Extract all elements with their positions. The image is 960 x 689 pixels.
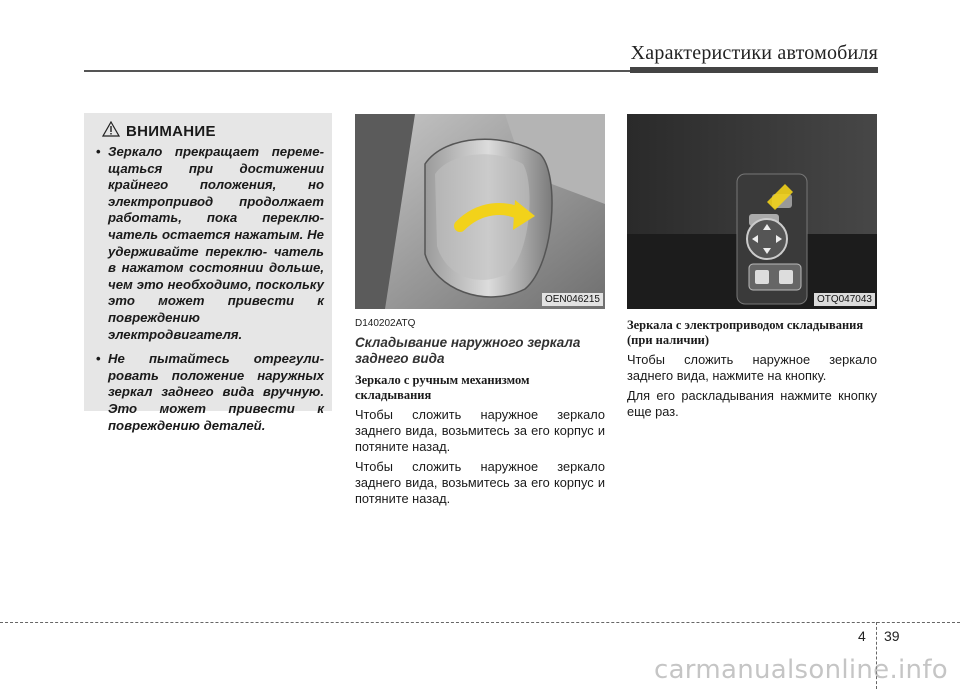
paragraph: Для его раскладывания нажмите кнопку еще раз. [627,388,877,419]
section-title: Складывание наружного зеркала заднего вида [355,335,581,366]
warning-item: • Не пытайтесь отрегули- ровать положение наружных зеркал заднего вида вручную. Это может привести к повреждению деталей. [92,351,324,434]
section-power-folding [627,318,877,424]
photo-code: OTQ047043 [814,293,875,306]
footer-rule [0,622,960,623]
door-switch-illustration [627,114,877,309]
warning-item: • Зеркало прекращает переме- щаться при достижении крайнего положения, но электропривод продолжает работать, пока переклю- чатель остается нажатым. Не удерживайте переклю- чатель в нажатом состоянии дольше, чем это необходимо, поскольку это может привести к повреждению электродвигателя. [92,144,324,343]
chapter-number: 4 [858,628,866,644]
page-header-title: Характеристики автомобиля [630,42,878,64]
warning-box [84,113,332,433]
header-rule-accent [630,67,878,73]
mirror-fold-photo [355,114,605,309]
warning-list [92,144,324,434]
watermark: carmanualsonline.info [653,655,948,685]
subheading: Зеркала с электроприводом складывания (при наличии) [627,318,864,347]
paragraph: Чтобы сложить наружное зеркало заднего вида, нажмите на кнопку. [627,352,877,383]
page-number: 39 [884,628,900,644]
paragraph: Чтобы сложить наружное зеркало заднего вида, возьмитесь за его корпус и потяните назад. [355,459,605,506]
mirror-illustration [355,114,605,309]
mirror-switch-photo [627,114,877,309]
section-manual-folding [355,318,605,511]
warning-triangle-icon [102,121,120,142]
warning-header [102,121,324,141]
paragraph: Чтобы сложить наружное зеркало заднего вида, возьмитесь за его корпус и потяните назад. [355,407,605,454]
photo-code: OEN046215 [542,293,603,306]
subheading: Зеркало с ручным механизмом складывания [355,373,530,402]
warning-title: ВНИМАНИЕ [126,122,216,140]
document-code: D140202ATQ [355,318,416,329]
